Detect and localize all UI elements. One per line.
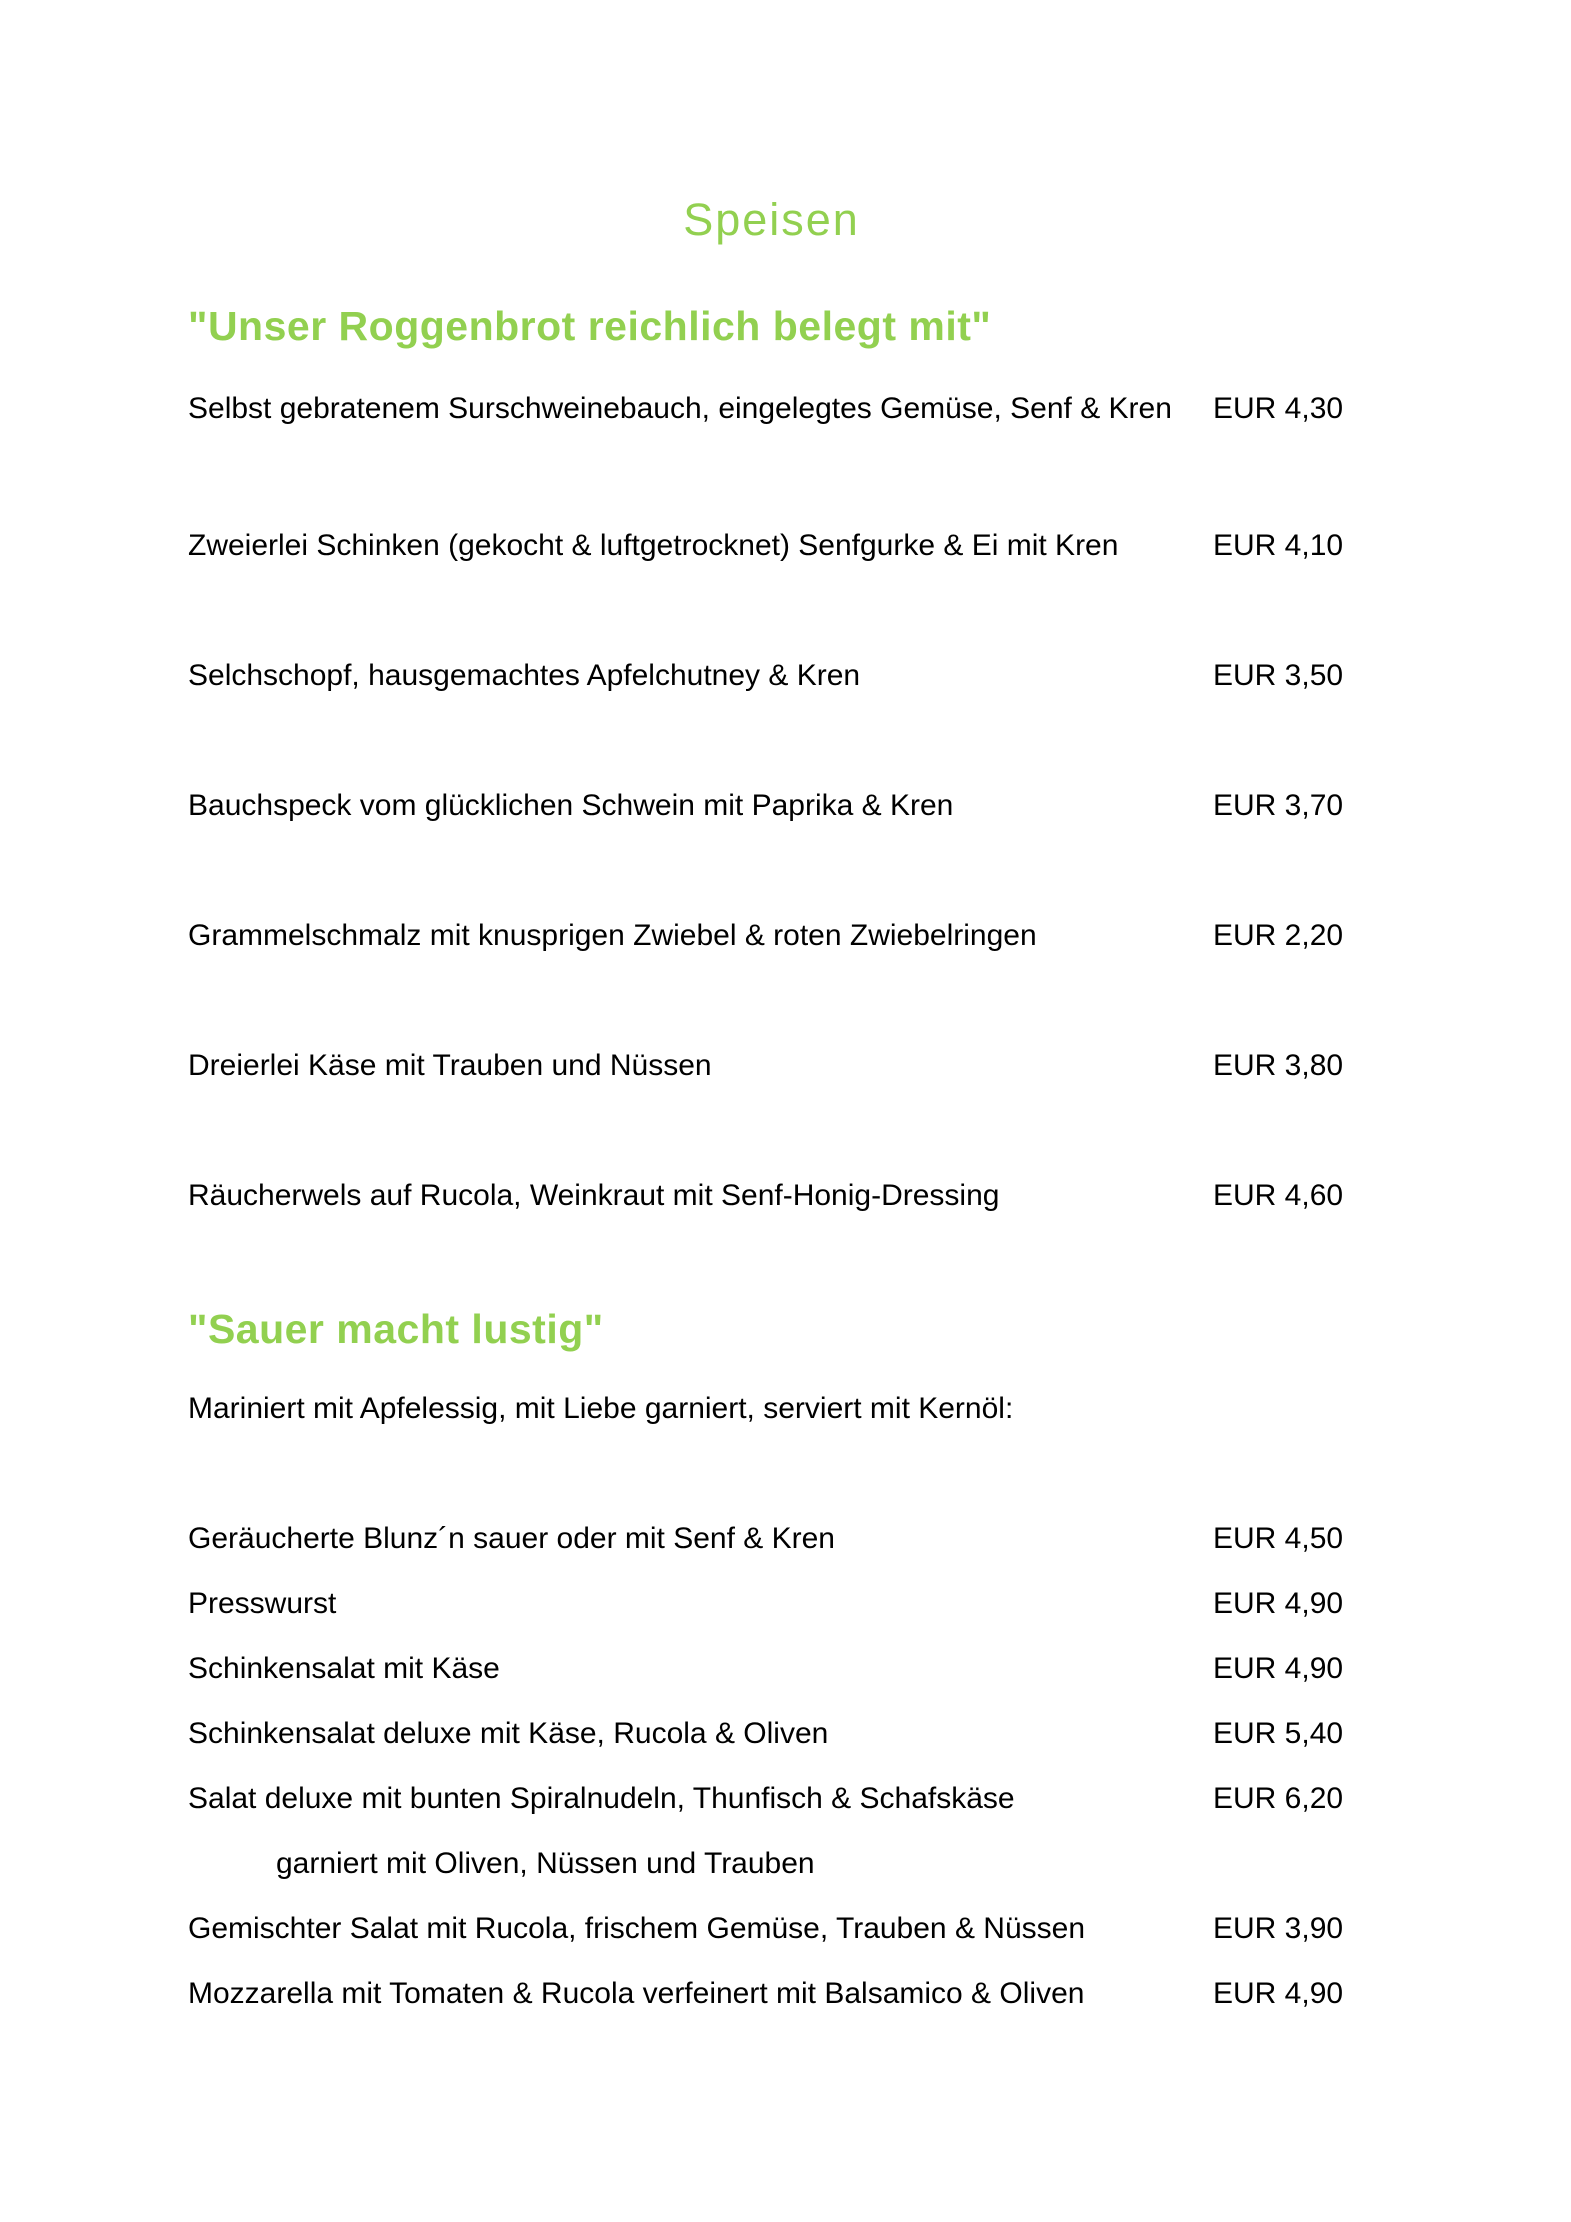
item-name: Gemischter Salat mit Rucola, frischem Gemüse, Trauben & Nüssen xyxy=(188,1912,1086,1945)
item-price: EUR 4,90 xyxy=(1213,1977,1344,2010)
item-price: EUR 3,70 xyxy=(1213,789,1344,822)
section-heading-roggenbrot: "Unser Roggenbrot reichlich belegt mit" xyxy=(188,303,992,349)
item-name: Dreierlei Käse mit Trauben und Nüssen xyxy=(188,1049,712,1082)
menu-item-row xyxy=(188,388,1355,430)
item-price: EUR 4,30 xyxy=(1213,392,1344,425)
menu-item-row xyxy=(188,1908,1355,1950)
menu-item-row xyxy=(188,1648,1355,1690)
item-price: EUR 5,40 xyxy=(1213,1717,1344,1750)
section-subtitle: Mariniert mit Apfelessig, mit Liebe garniert, serviert mit Kernöl: xyxy=(188,1392,1014,1425)
item-name: Grammelschmalz mit knusprigen Zwiebel & roten Zwiebelringen xyxy=(188,919,1037,952)
item-name: Schinkensalat mit Käse xyxy=(188,1652,500,1685)
menu-item-row xyxy=(188,1045,1355,1087)
item-name: Selchschopf, hausgemachtes Apfelchutney & Kren xyxy=(188,659,861,692)
item-price: EUR 4,90 xyxy=(1213,1652,1344,1685)
item-price: EUR 6,20 xyxy=(1213,1782,1344,1815)
item-name: Schinkensalat deluxe mit Käse, Rucola & Oliven xyxy=(188,1717,829,1750)
item-price: EUR 2,20 xyxy=(1213,919,1344,952)
item-price: EUR 3,90 xyxy=(1213,1912,1344,1945)
section-sauer xyxy=(188,1302,1355,2015)
item-price: EUR 3,50 xyxy=(1213,659,1344,692)
menu-item-row xyxy=(188,525,1355,567)
menu-item-row xyxy=(188,1175,1355,1217)
item-name: Geräucherte Blunz´n sauer oder mit Senf & Kren xyxy=(188,1522,835,1555)
item-name: Salat deluxe mit bunten Spiralnudeln, Thunfisch & Schafskäse xyxy=(188,1782,1015,1815)
item-price: EUR 4,50 xyxy=(1213,1522,1344,1555)
item-price: EUR 4,10 xyxy=(1213,529,1344,562)
menu-item-row xyxy=(188,1518,1355,1560)
item-price: EUR 4,90 xyxy=(1213,1587,1344,1620)
menu-item-row xyxy=(188,785,1355,827)
item-name: Räucherwels auf Rucola, Weinkraut mit Senf-Honig-Dressing xyxy=(188,1179,1000,1212)
item-note: garniert mit Oliven, Nüssen und Trauben xyxy=(276,1847,815,1880)
item-price: EUR 4,60 xyxy=(1213,1179,1344,1212)
menu-item-row xyxy=(188,1778,1355,1820)
item-name: Zweierlei Schinken (gekocht & luftgetrocknet) Senfgurke & Ei mit Kren xyxy=(188,529,1119,562)
menu-item-row xyxy=(188,655,1355,697)
item-name: Mozzarella mit Tomaten & Rucola verfeinert mit Balsamico & Oliven xyxy=(188,1977,1085,2010)
item-name: Selbst gebratenem Surschweinebauch, eingelegtes Gemüse, Senf & Kren xyxy=(188,392,1172,425)
menu-item-note-row xyxy=(188,1843,1355,1885)
menu-item-row xyxy=(188,1713,1355,1755)
item-name: Presswurst xyxy=(188,1587,337,1620)
menu-item-row xyxy=(188,915,1355,957)
menu-item-row xyxy=(188,1583,1355,1625)
menu-item-row xyxy=(188,1973,1355,2015)
item-price: EUR 3,80 xyxy=(1213,1049,1344,1082)
section-heading-sauer: "Sauer macht lustig" xyxy=(188,1306,604,1352)
item-name: Bauchspeck vom glücklichen Schwein mit Paprika & Kren xyxy=(188,789,954,822)
section-roggenbrot xyxy=(188,299,1355,1217)
page-title: Speisen xyxy=(683,194,860,245)
